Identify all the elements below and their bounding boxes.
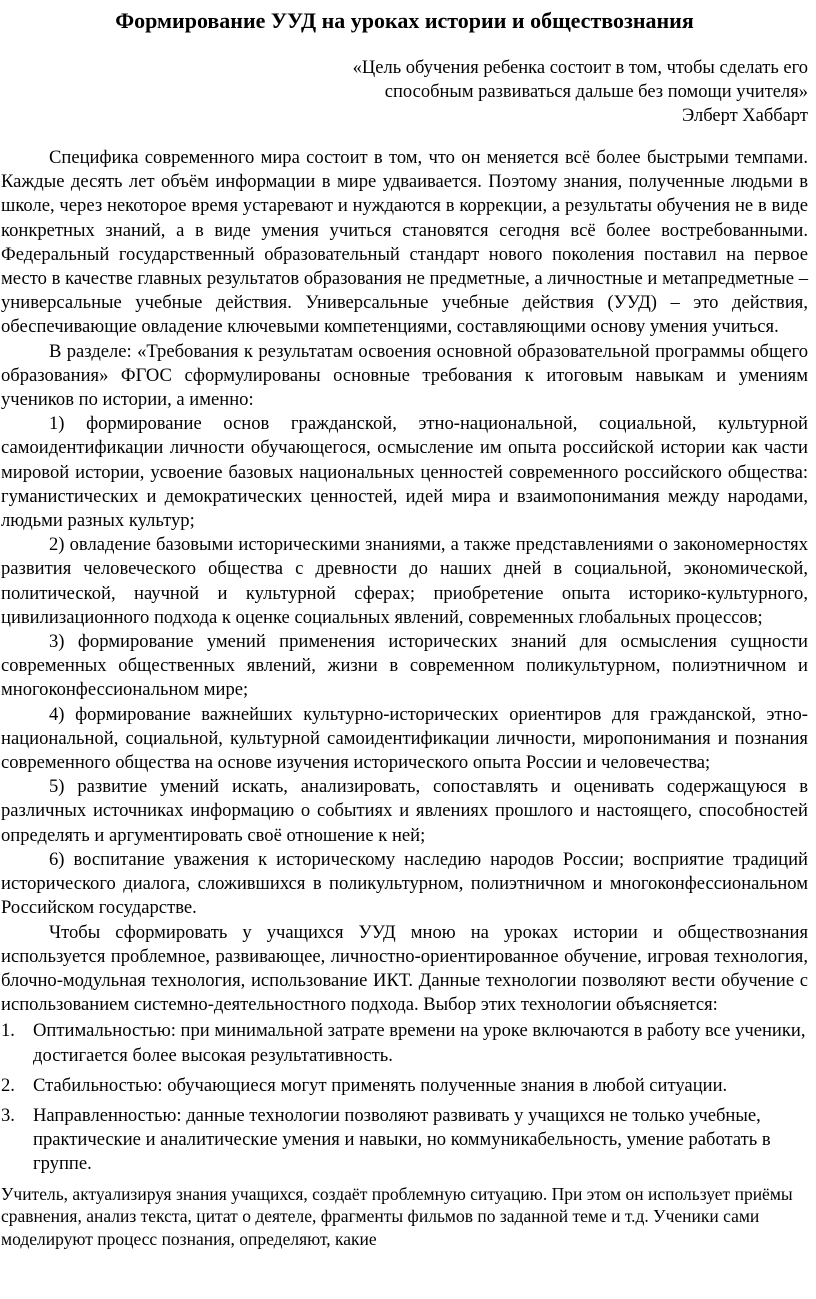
paragraph-technologies: Чтобы сформировать у учащихся УУД мною на уроках истории и обществознания используется проблемное, развивающее, личностно-ориентированное обучение, игровая технология, блочно-модульная технология, использование ИКТ. Данные технологии позволяют вести обучение с использованием системно-деятельностного подхода. Выбор этих технологии объясняется:: [1, 921, 808, 1016]
list-item-text: Стабильностью: обучающиеся могут применять полученные знания в любой ситуации.: [33, 1074, 728, 1096]
paragraph-intro: Специфика современного мира состоит в том, что он меняется всё более быстрыми темпами. Каждые десять лет объём информации в мире удваивается. Поэтому знания, полученные людьми в школе, через некоторое время устаревают и нуждаются в коррекции, а результаты обучения не в виде конкретных знаний, а в виде умения учиться становятся сегодня всё более востребованными. Федеральный государственный образовательный стандарт нового поколения поставил на первое место в качестве главных результатов образования не предметные, а личностные и метапредметные – универсальные учебные действия. Универсальные учебные действия (УУД) – это действия, обеспечивающие овладение ключевыми компетенциями, составляющими основу умения учиться.: [1, 147, 808, 338]
list-item-text: Направленностью: данные технологии позволяют развивать у учащихся не только учебные, практические и аналитические умения и навыки, но коммуникабельность, умение работать в группе.: [33, 1104, 771, 1175]
requirement-item-1: 1) формирование основ гражданской, этно-национальной, социальной, культурной самоидентификации личности обучающегося, осмысление им опыта российской истории как части мировой истории, усвоение базовых национальных ценностей современного российского общества: гуманистических и демократических ценностей, идей мира и взаимопонимания между народами, людьми разных культур;: [1, 413, 808, 532]
paragraph-tail: Учитель, актуализируя знания учащихся, создаёт проблемную ситуацию. При этом он использует приёмы сравнения, анализ текста, цитат о деятеле, фрагменты фильмов по заданной теме и т.д. Ученики сами моделируют процесс познания, определяют, какие: [1, 1183, 793, 1249]
list-item-number: 1.: [1, 1020, 15, 1042]
epigraph-author: Элберт Хаббарт: [682, 106, 808, 126]
requirement-item-2: 2) овладение базовыми историческими знаниями, а также представлениями о закономерностях развития человеческого общества с древности до наших дней в социальной, экономической, политической, научной и культурной сферах; приобретение опыта историко-культурного, цивилизационного подхода к оценке социальных явлений, современных глобальных процессов;: [1, 534, 808, 628]
epigraph-line-1: «Цель обучения ребенка состоит в том, чтобы сделать его: [352, 58, 808, 78]
list-item: [1, 1104, 808, 1177]
epigraph: [1, 56, 808, 128]
list-item-number: 2.: [1, 1074, 15, 1096]
reasons-list: [1, 1019, 808, 1176]
requirement-item-5: 5) развитие умений искать, анализировать, сопоставлять и оценивать содержащуюся в различных источниках информацию о событиях и явлениях прошлого и настоящего, способностей определять и аргументировать своё отношение к ней;: [1, 776, 808, 846]
list-item-number: 3.: [1, 1104, 15, 1126]
requirement-item-6: 6) воспитание уважения к историческому наследию народов России; восприятие традиций исторического диалога, сложившихся в поликультурном, полиэтничном и многоконфессиональном Российском государстве.: [1, 848, 808, 919]
list-item: [1, 1074, 808, 1098]
epigraph-line-2: способным развиваться дальше без помощи учителя»: [384, 82, 808, 102]
requirement-item-3: 3) формирование умений применения исторических знаний для осмысления сущности современных общественных явлений, жизни в современном поликультурном, полиэтничном и многоконфессиональном мире;: [1, 631, 808, 701]
document-title: Формирование УУД на уроках истории и обществознания: [115, 8, 694, 33]
list-item-text: Оптимальностью: при минимальной затрате времени на уроке включаются в работу все ученики, достигается более высокая результативность.: [33, 1020, 806, 1066]
paragraph-requirements: В разделе: «Требования к результатам освоения основной образовательной программы общего образования» ФГОС сформулированы основные требования к итоговым навыкам и умениям учеников по истории, а именно:: [1, 340, 808, 411]
requirement-item-4: 4) формирование важнейших культурно-исторических ориентиров для гражданской, этно-национальной, социальной, культурной самоидентификации личности, миропонимания и познания современного общества на основе изучения исторического опыта России и человечества;: [1, 703, 808, 774]
list-item: [1, 1019, 808, 1067]
